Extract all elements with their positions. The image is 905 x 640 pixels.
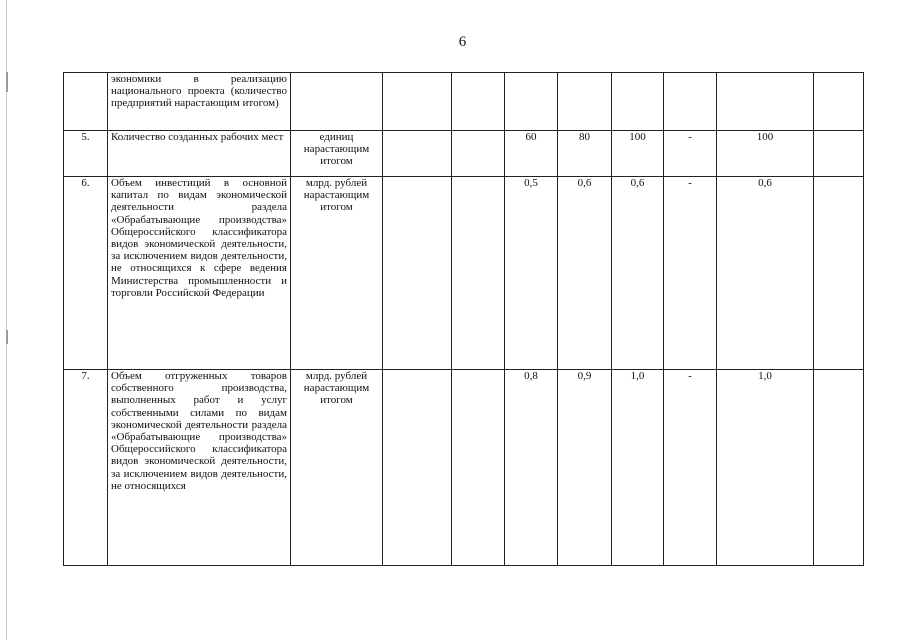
value-cell: 0,8 — [505, 370, 558, 566]
unit-of-measure: млрд. рублей нарастающим итогом — [291, 177, 383, 370]
value-cell — [452, 131, 505, 177]
value-cell — [558, 73, 612, 131]
unit-of-measure: млрд. рублей нарастающим итогом — [291, 370, 383, 566]
value-cell: 60 — [505, 131, 558, 177]
table-row — [64, 73, 864, 131]
table-row — [64, 177, 864, 370]
value-cell — [664, 73, 717, 131]
value-cell — [452, 73, 505, 131]
unit-of-measure — [291, 73, 383, 131]
value-cell — [814, 131, 864, 177]
value-cell: 0,5 — [505, 177, 558, 370]
value-cell: 0,6 — [717, 177, 814, 370]
value-cell: - — [664, 131, 717, 177]
value-cell — [383, 73, 452, 131]
scan-mark — [6, 330, 8, 344]
value-cell: 0,6 — [558, 177, 612, 370]
value-cell — [612, 73, 664, 131]
scan-mark — [6, 72, 8, 92]
value-cell — [383, 177, 452, 370]
row-number: 6. — [64, 177, 108, 370]
indicator-name: экономики в реализацию национального проекта (количество предприятий нарастающим итогом) — [108, 73, 291, 131]
indicator-name: Количество созданных рабочих мест — [108, 131, 291, 177]
value-cell: 0,6 — [612, 177, 664, 370]
scan-edge-line — [6, 0, 7, 640]
value-cell: 0,9 — [558, 370, 612, 566]
value-cell: 80 — [558, 131, 612, 177]
page-number: 6 — [458, 34, 467, 50]
row-number: 7. — [64, 370, 108, 566]
table-row — [64, 370, 864, 566]
value-cell — [717, 73, 814, 131]
value-cell: 1,0 — [612, 370, 664, 566]
value-cell — [814, 73, 864, 131]
row-number: 5. — [64, 131, 108, 177]
value-cell: - — [664, 177, 717, 370]
indicators-table — [63, 72, 864, 566]
table-row — [64, 131, 864, 177]
value-cell — [505, 73, 558, 131]
indicator-name: Объем инвестиций в основной капитал по видам экономической деятельности раздела «Обрабатывающие производства» Общероссийского классификатора видов экономической деятельности, за исключением видов деятельности, не относящихся к сфере ведения Министерства промышленности и торговли Российской Федерации — [108, 177, 291, 370]
value-cell: - — [664, 370, 717, 566]
unit-of-measure: единиц нарастающим итогом — [291, 131, 383, 177]
value-cell — [452, 177, 505, 370]
value-cell: 100 — [612, 131, 664, 177]
value-cell: 100 — [717, 131, 814, 177]
indicator-name: Объем отгруженных товаров собственного производства, выполненных работ и услуг собственными силами по видам экономической деятельности раздела «Обрабатывающие производства» Общероссийского классификатора видов экономической деятельности, за исключением видов деятельности, не относящихся — [108, 370, 291, 566]
value-cell — [383, 370, 452, 566]
row-number — [64, 73, 108, 131]
value-cell — [452, 370, 505, 566]
value-cell — [814, 370, 864, 566]
value-cell — [814, 177, 864, 370]
value-cell: 1,0 — [717, 370, 814, 566]
value-cell — [383, 131, 452, 177]
